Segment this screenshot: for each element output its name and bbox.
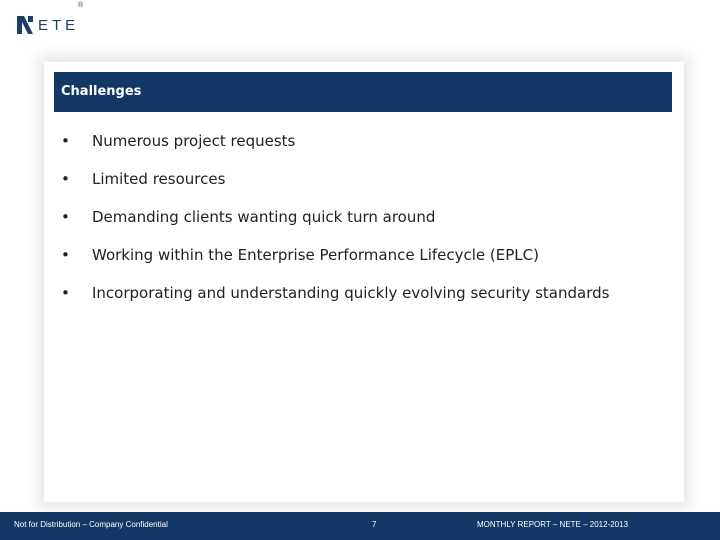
list-item [58,198,609,236]
list-item [58,160,609,198]
list-item [58,122,609,160]
logo-n-icon [17,16,34,34]
section-title: Challenges [61,84,142,99]
bullet-icon: • [61,284,70,302]
list-item [58,236,609,274]
list-item-text: Demanding clients wanting quick turn around [92,208,436,226]
section-banner [54,72,672,112]
report-title: MONTHLY REPORT – NETE – 2012-2013 [477,520,629,529]
list-item [58,274,609,312]
bullet-icon: • [61,132,70,150]
page-number: 7 [372,520,377,529]
bullet-icon: • [61,170,70,188]
list-item-text: Numerous project requests [92,132,296,150]
nete-logo [17,12,79,34]
list-item-text: Limited resources [92,170,226,188]
bullet-icon: • [61,246,70,264]
challenges-list [58,122,609,312]
registered-mark: ® [78,2,84,9]
list-item-text: Incorporating and understanding quickly evolving security standards [92,284,610,302]
confidentiality-notice: Not for Distribution – Company Confidential [14,520,168,529]
footer-bar [0,512,720,540]
list-item-text: Working within the Enterprise Performance Lifecycle (EPLC) [92,246,539,264]
bullet-icon: • [61,208,70,226]
logo-text: ETE [38,17,80,34]
